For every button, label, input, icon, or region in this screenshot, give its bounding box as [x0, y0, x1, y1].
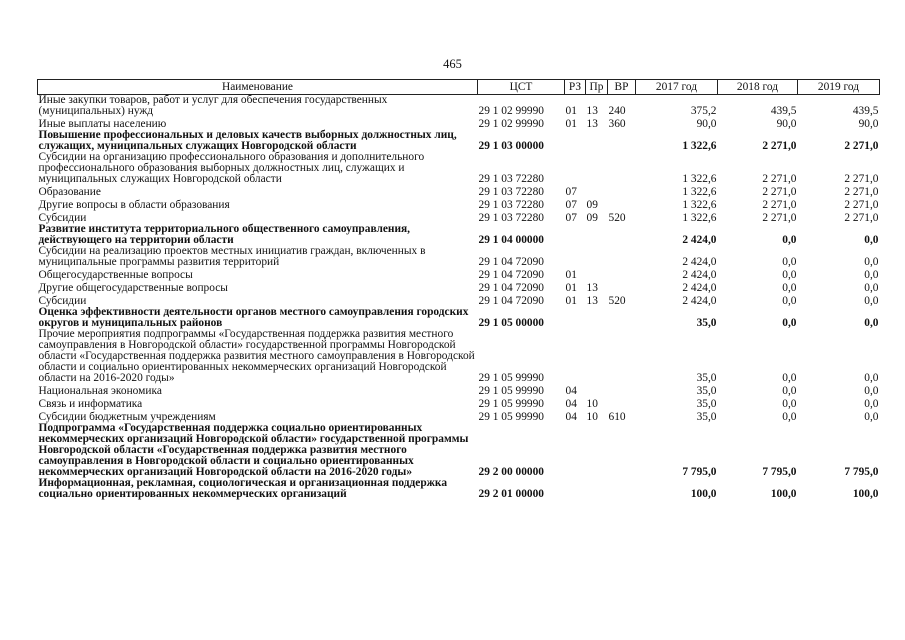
cell-2019: 0,0 [864, 398, 879, 410]
cell-rz [565, 224, 586, 246]
cell-2017: 1 322,6 [682, 212, 717, 224]
cell-2017: 1 322,6 [682, 199, 717, 211]
cell-name: Национальная экономика [38, 385, 162, 397]
cell-2018: 0,0 [782, 234, 797, 246]
cell-rz: 01 [565, 105, 577, 117]
cell-2018: 0,0 [782, 385, 797, 397]
cell-vr [608, 281, 636, 294]
cell-pr [586, 224, 608, 246]
cell-cst: 29 1 03 00000 [478, 140, 544, 152]
cell-rz [565, 478, 586, 500]
cell-2019: 2 271,0 [844, 140, 879, 152]
cell-2017: 35,0 [696, 385, 717, 397]
cell-2017: 35,0 [696, 372, 717, 384]
header-name: Наименование [38, 80, 478, 95]
cell-2017: 7 795,0 [682, 466, 717, 478]
page-number: 465 [443, 57, 462, 71]
cell-pr: 10 [586, 398, 598, 410]
cell-2018: 7 795,0 [762, 466, 797, 478]
cell-2018: 2 271,0 [762, 140, 797, 152]
cell-2019: 0,0 [864, 282, 879, 294]
cell-vr: 360 [608, 118, 626, 130]
table-row [38, 95, 880, 118]
cell-2018: 0,0 [782, 317, 797, 329]
cell-vr [608, 246, 636, 268]
cell-vr [608, 152, 636, 185]
cell-pr [586, 185, 608, 198]
cell-pr [586, 423, 608, 478]
cell-vr [608, 397, 636, 410]
cell-name: Развитие института территориального общественного самоуправления, действующего на территории области [38, 223, 411, 246]
cell-rz: 07 [565, 186, 577, 198]
table-row [38, 224, 880, 246]
cell-2019: 0,0 [864, 256, 879, 268]
table-row [38, 307, 880, 329]
cell-name: Повышение профессиональных и деловых качеств выборных должностных лиц, служащих, муниципальных служащих Новгородской области [38, 129, 457, 152]
cell-2019: 0,0 [864, 234, 879, 246]
header-rz: РЗ [565, 80, 586, 95]
cell-2018: 2 271,0 [762, 186, 797, 198]
cell-rz: 01 [565, 269, 577, 281]
cell-vr [608, 307, 636, 329]
cell-2019: 0,0 [864, 385, 879, 397]
cell-cst: 29 1 05 00000 [478, 317, 544, 329]
cell-2019: 0,0 [864, 411, 879, 423]
cell-pr: 10 [586, 411, 598, 423]
cell-2018: 2 271,0 [762, 173, 797, 185]
cell-rz [565, 307, 586, 329]
cell-2018: 0,0 [782, 295, 797, 307]
cell-vr [608, 384, 636, 397]
cell-vr [608, 423, 636, 478]
cell-2017: 1 322,6 [682, 173, 717, 185]
cell-rz [565, 152, 586, 185]
cell-cst: 29 2 00 00000 [478, 466, 544, 478]
cell-name: Субсидии на организацию профессионального образования и дополнительного профессионального образования выборных должностных лиц, служащих и муниципальных служащих Новгородской области [38, 151, 425, 185]
cell-rz: 07 [565, 212, 577, 224]
cell-name: Иные закупки товаров, работ и услуг для обеспечения государственных (муниципальных) нужд [38, 94, 388, 117]
budget-table [37, 79, 880, 500]
cell-name: Другие общегосударственные вопросы [38, 282, 228, 294]
cell-name: Субсидии на реализацию проектов местных инициатив граждан, включенных в муниципальные программы развития территорий [38, 245, 426, 268]
cell-cst: 29 1 05 99990 [478, 411, 544, 423]
cell-vr: 520 [608, 212, 626, 224]
cell-2017: 1 322,6 [682, 186, 717, 198]
table-row [38, 329, 880, 384]
header-2019: 2019 год [798, 80, 880, 95]
cell-rz [565, 423, 586, 478]
header-vr: ВР [608, 80, 636, 95]
cell-pr [586, 246, 608, 268]
cell-rz: 04 [565, 411, 577, 423]
cell-2017: 2 424,0 [682, 256, 717, 268]
cell-pr: 13 [586, 282, 598, 294]
cell-name: Другие вопросы в области образования [38, 199, 230, 211]
cell-2019: 0,0 [864, 295, 879, 307]
table-row [38, 281, 880, 294]
cell-pr [586, 130, 608, 152]
cell-2019: 7 795,0 [844, 466, 879, 478]
cell-2017: 2 424,0 [682, 269, 717, 281]
header-2018: 2018 год [718, 80, 798, 95]
cell-rz: 04 [565, 385, 577, 397]
cell-name: Общегосударственные вопросы [38, 269, 193, 281]
cell-2017: 1 322,6 [682, 140, 717, 152]
table-row [38, 152, 880, 185]
cell-rz: 01 [565, 282, 577, 294]
cell-cst: 29 1 05 99990 [478, 385, 544, 397]
cell-2018: 0,0 [782, 372, 797, 384]
cell-vr [608, 224, 636, 246]
cell-2019: 2 271,0 [844, 212, 879, 224]
cell-name: Иные выплаты населению [38, 118, 167, 130]
cell-pr [586, 478, 608, 500]
cell-pr [586, 307, 608, 329]
cell-pr [586, 329, 608, 384]
cell-cst: 29 1 03 72280 [478, 173, 544, 185]
cell-pr: 13 [586, 295, 598, 307]
cell-2017: 35,0 [696, 317, 717, 329]
cell-2019: 90,0 [858, 118, 879, 130]
cell-2019: 0,0 [864, 269, 879, 281]
cell-rz: 07 [565, 199, 577, 211]
table-row [38, 478, 880, 500]
cell-pr: 13 [586, 105, 598, 117]
cell-cst: 29 1 03 72280 [478, 186, 544, 198]
cell-rz [565, 246, 586, 268]
table-row [38, 185, 880, 198]
cell-2018: 439,5 [770, 105, 797, 117]
cell-rz: 01 [565, 118, 577, 130]
cell-2019: 439,5 [852, 105, 879, 117]
cell-2018: 0,0 [782, 256, 797, 268]
cell-pr: 09 [586, 212, 598, 224]
cell-pr [586, 268, 608, 281]
cell-2018: 0,0 [782, 282, 797, 294]
cell-2018: 0,0 [782, 269, 797, 281]
cell-cst: 29 1 03 72280 [478, 199, 544, 211]
table-body [38, 95, 880, 501]
cell-2018: 0,0 [782, 411, 797, 423]
cell-2017: 2 424,0 [682, 282, 717, 294]
cell-2017: 35,0 [696, 398, 717, 410]
cell-2019: 2 271,0 [844, 186, 879, 198]
cell-name: Образование [38, 186, 101, 198]
cell-cst: 29 1 02 99990 [478, 105, 544, 117]
cell-cst: 29 1 04 72090 [478, 282, 544, 294]
cell-name: Субсидии [38, 295, 87, 307]
cell-2019: 0,0 [864, 372, 879, 384]
cell-2019: 0,0 [864, 317, 879, 329]
cell-rz [565, 329, 586, 384]
cell-vr [608, 185, 636, 198]
cell-2017: 90,0 [696, 118, 717, 130]
cell-2019: 100,0 [852, 488, 879, 500]
cell-cst: 29 1 05 99990 [478, 398, 544, 410]
cell-2017: 375,2 [690, 105, 717, 117]
cell-name: Оценка эффективности деятельности органов местного самоуправления городских округов и муниципальных районов [38, 306, 469, 329]
cell-rz [565, 130, 586, 152]
cell-2018: 90,0 [776, 118, 797, 130]
cell-2018: 0,0 [782, 398, 797, 410]
cell-cst: 29 1 05 99990 [478, 372, 544, 384]
cell-pr: 13 [586, 118, 598, 130]
cell-2017: 35,0 [696, 411, 717, 423]
cell-2017: 2 424,0 [682, 295, 717, 307]
cell-2018: 2 271,0 [762, 212, 797, 224]
cell-pr [586, 384, 608, 397]
cell-rz: 04 [565, 398, 577, 410]
cell-vr [608, 329, 636, 384]
cell-name: Прочие мероприятия подпрограммы «Государственная поддержка развития местного самоуправления в Новгородской области» государственной программы Новгородской области «Государственная поддержка развития местного самоуправления в Новгородской области и социально ориентированных некоммерческих организаций Новгородской области на 2016-2020 годы» [38, 328, 475, 384]
cell-cst: 29 1 03 72280 [478, 212, 544, 224]
table-row [38, 130, 880, 152]
cell-cst: 29 1 04 72090 [478, 295, 544, 307]
cell-2018: 100,0 [770, 488, 797, 500]
cell-2017: 2 424,0 [682, 234, 717, 246]
cell-cst: 29 1 04 72090 [478, 256, 544, 268]
header-2017: 2017 год [636, 80, 718, 95]
table-row [38, 268, 880, 281]
cell-2017: 100,0 [690, 488, 717, 500]
header-pr: Пр [586, 80, 608, 95]
cell-2018: 2 271,0 [762, 199, 797, 211]
cell-vr [608, 130, 636, 152]
table-header-row [38, 80, 880, 95]
cell-name: Связь и информатика [38, 398, 143, 410]
cell-name: Информационная, рекламная, социологическая и организационная поддержка социально ориентированных некоммерческих организаций [38, 477, 448, 500]
cell-vr [608, 268, 636, 281]
cell-name: Подпрограмма «Государственная поддержка социально ориентированных некоммерческих организаций Новгородской области» государственной программы Новгородской области «Государственная поддержка развития местного самоуправления в Новгородской области и социально ориентированных некоммерческих организаций Новгородской области на 2016-2020 годы» [38, 422, 469, 478]
table-row [38, 384, 880, 397]
cell-cst: 29 2 01 00000 [478, 488, 544, 500]
cell-2019: 2 271,0 [844, 199, 879, 211]
cell-cst: 29 1 04 72090 [478, 269, 544, 281]
cell-pr [586, 152, 608, 185]
cell-vr [608, 198, 636, 211]
cell-cst: 29 1 04 00000 [478, 234, 544, 246]
table-row [38, 397, 880, 410]
table-row [38, 198, 880, 211]
cell-vr: 610 [608, 411, 626, 423]
cell-2019: 2 271,0 [844, 173, 879, 185]
cell-vr: 520 [608, 295, 626, 307]
cell-vr [608, 478, 636, 500]
cell-name: Субсидии бюджетным учреждениям [38, 411, 216, 423]
cell-pr: 09 [586, 199, 598, 211]
cell-name: Субсидии [38, 212, 87, 224]
cell-vr: 240 [608, 105, 626, 117]
header-cst: ЦСТ [478, 80, 565, 95]
table-row [38, 423, 880, 478]
cell-rz: 01 [565, 295, 577, 307]
cell-cst: 29 1 02 99990 [478, 118, 544, 130]
table-row [38, 246, 880, 268]
